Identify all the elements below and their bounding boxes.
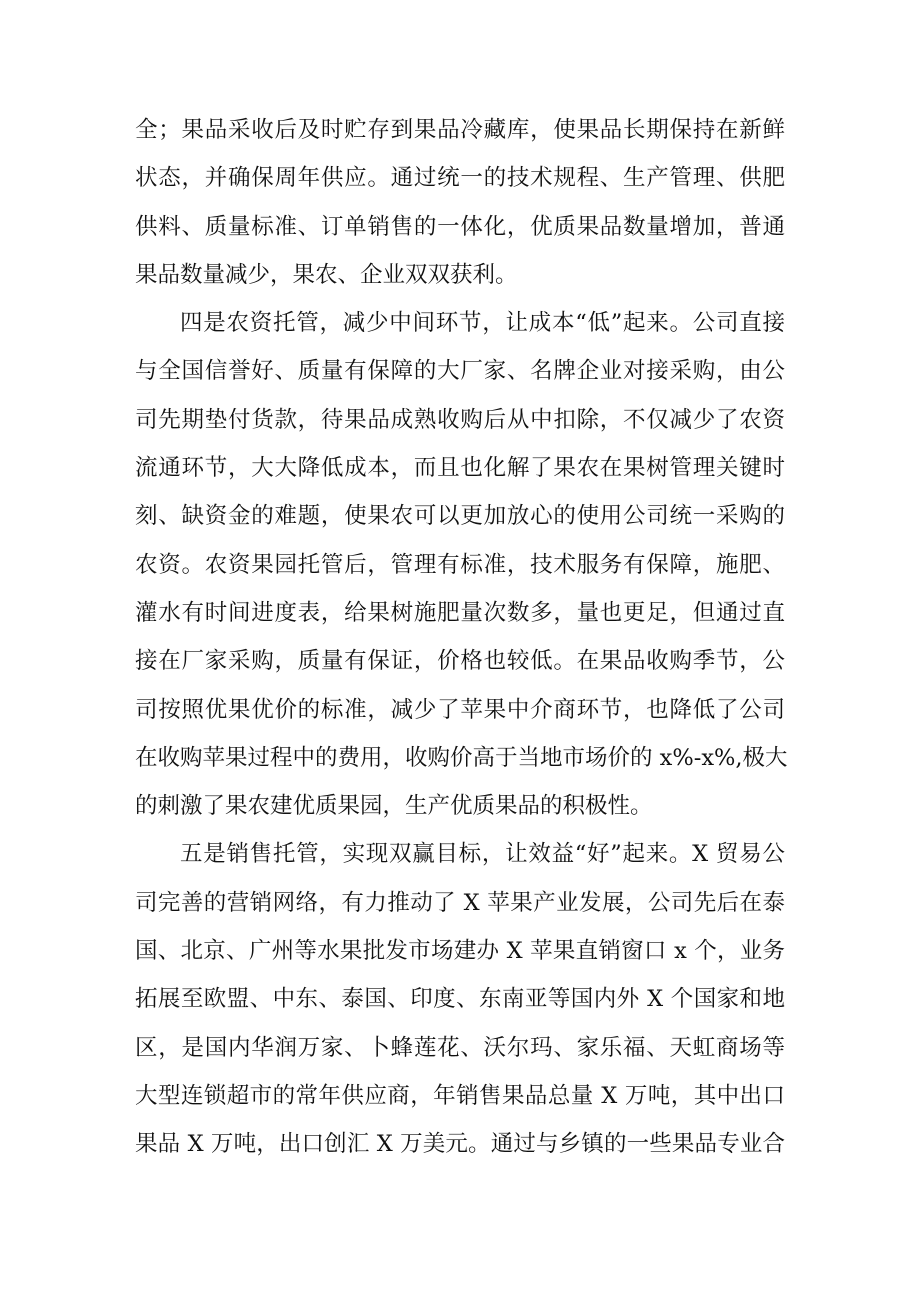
text-line: 的刺激了果农建优质果园，生产优质果品的积极性。 bbox=[135, 793, 653, 820]
paragraph-3 bbox=[135, 830, 785, 1168]
text-line: 区，是国内华润万家、卜蜂莲花、沃尔玛、家乐福、天虹商场等 bbox=[135, 1034, 785, 1061]
text-line: 大型连锁超市的常年供应商，年销售果品总量 X 万吨，其中出口 bbox=[135, 1082, 785, 1109]
text-line: 五是销售托管，实现双赢目标，让效益“好”起来。X 贸易公 bbox=[180, 841, 785, 868]
text-line: 接在厂家采购，质量有保证，价格也较低。在果品收购季节，公 bbox=[135, 648, 785, 675]
text-line: 全；果品采收后及时贮存到果品冷藏库，使果品长期保持在新鲜 bbox=[135, 117, 785, 143]
text-line: 四是农资托管，减少中间环节，让成本“低”起来。公司直接 bbox=[180, 310, 785, 337]
text-line: 流通环节，大大降低成本，而且也化解了果农在果树管理关键时 bbox=[135, 455, 785, 482]
text-line: 拓展至欧盟、中东、泰国、印度、东南亚等国内外 X 个国家和地 bbox=[135, 986, 785, 1013]
text-line: 供料、质量标准、订单销售的一体化，优质果品数量增加，普通 bbox=[135, 213, 785, 240]
text-line: 在收购苹果过程中的费用，收购价高于当地市场价的 x%-x%,极大 bbox=[135, 744, 788, 771]
text-line: 司先期垫付货款，待果品成熟收购后从中扣除，不仅减少了农资 bbox=[135, 406, 785, 433]
text-line: 国、北京、广州等水果批发市场建办 X 苹果直销窗口 x 个，业务 bbox=[135, 938, 785, 965]
paragraph-2 bbox=[135, 299, 788, 830]
text-line: 果品 X 万吨，出口创汇 X 万美元。通过与乡镇的一些果品专业合 bbox=[135, 1131, 785, 1158]
text-line: 灌水有时间进度表，给果树施肥量次数多，量也更足，但通过直 bbox=[135, 599, 785, 626]
text-line: 司完善的营销网络，有力推动了 X 苹果产业发展，公司先后在泰 bbox=[135, 889, 785, 916]
text-line: 状态，并确保周年供应。通过统一的技术规程、生产管理、供肥 bbox=[135, 165, 785, 192]
text-line: 农资。农资果园托管后，管理有标准，技术服务有保障，施肥、 bbox=[135, 551, 785, 578]
text-line: 刻、缺资金的难题，使果农可以更加放心的使用公司统一采购的 bbox=[135, 503, 785, 530]
text-line: 果品数量减少，果农、企业双双获利。 bbox=[135, 261, 518, 288]
text-line: 与全国信誉好、质量有保障的大厂家、名牌企业对接采购，由公 bbox=[135, 358, 785, 385]
paragraph-1 bbox=[135, 106, 785, 299]
document-body bbox=[135, 106, 788, 1169]
text-line: 司按照优果优价的标准，减少了苹果中介商环节，也降低了公司 bbox=[135, 696, 785, 723]
